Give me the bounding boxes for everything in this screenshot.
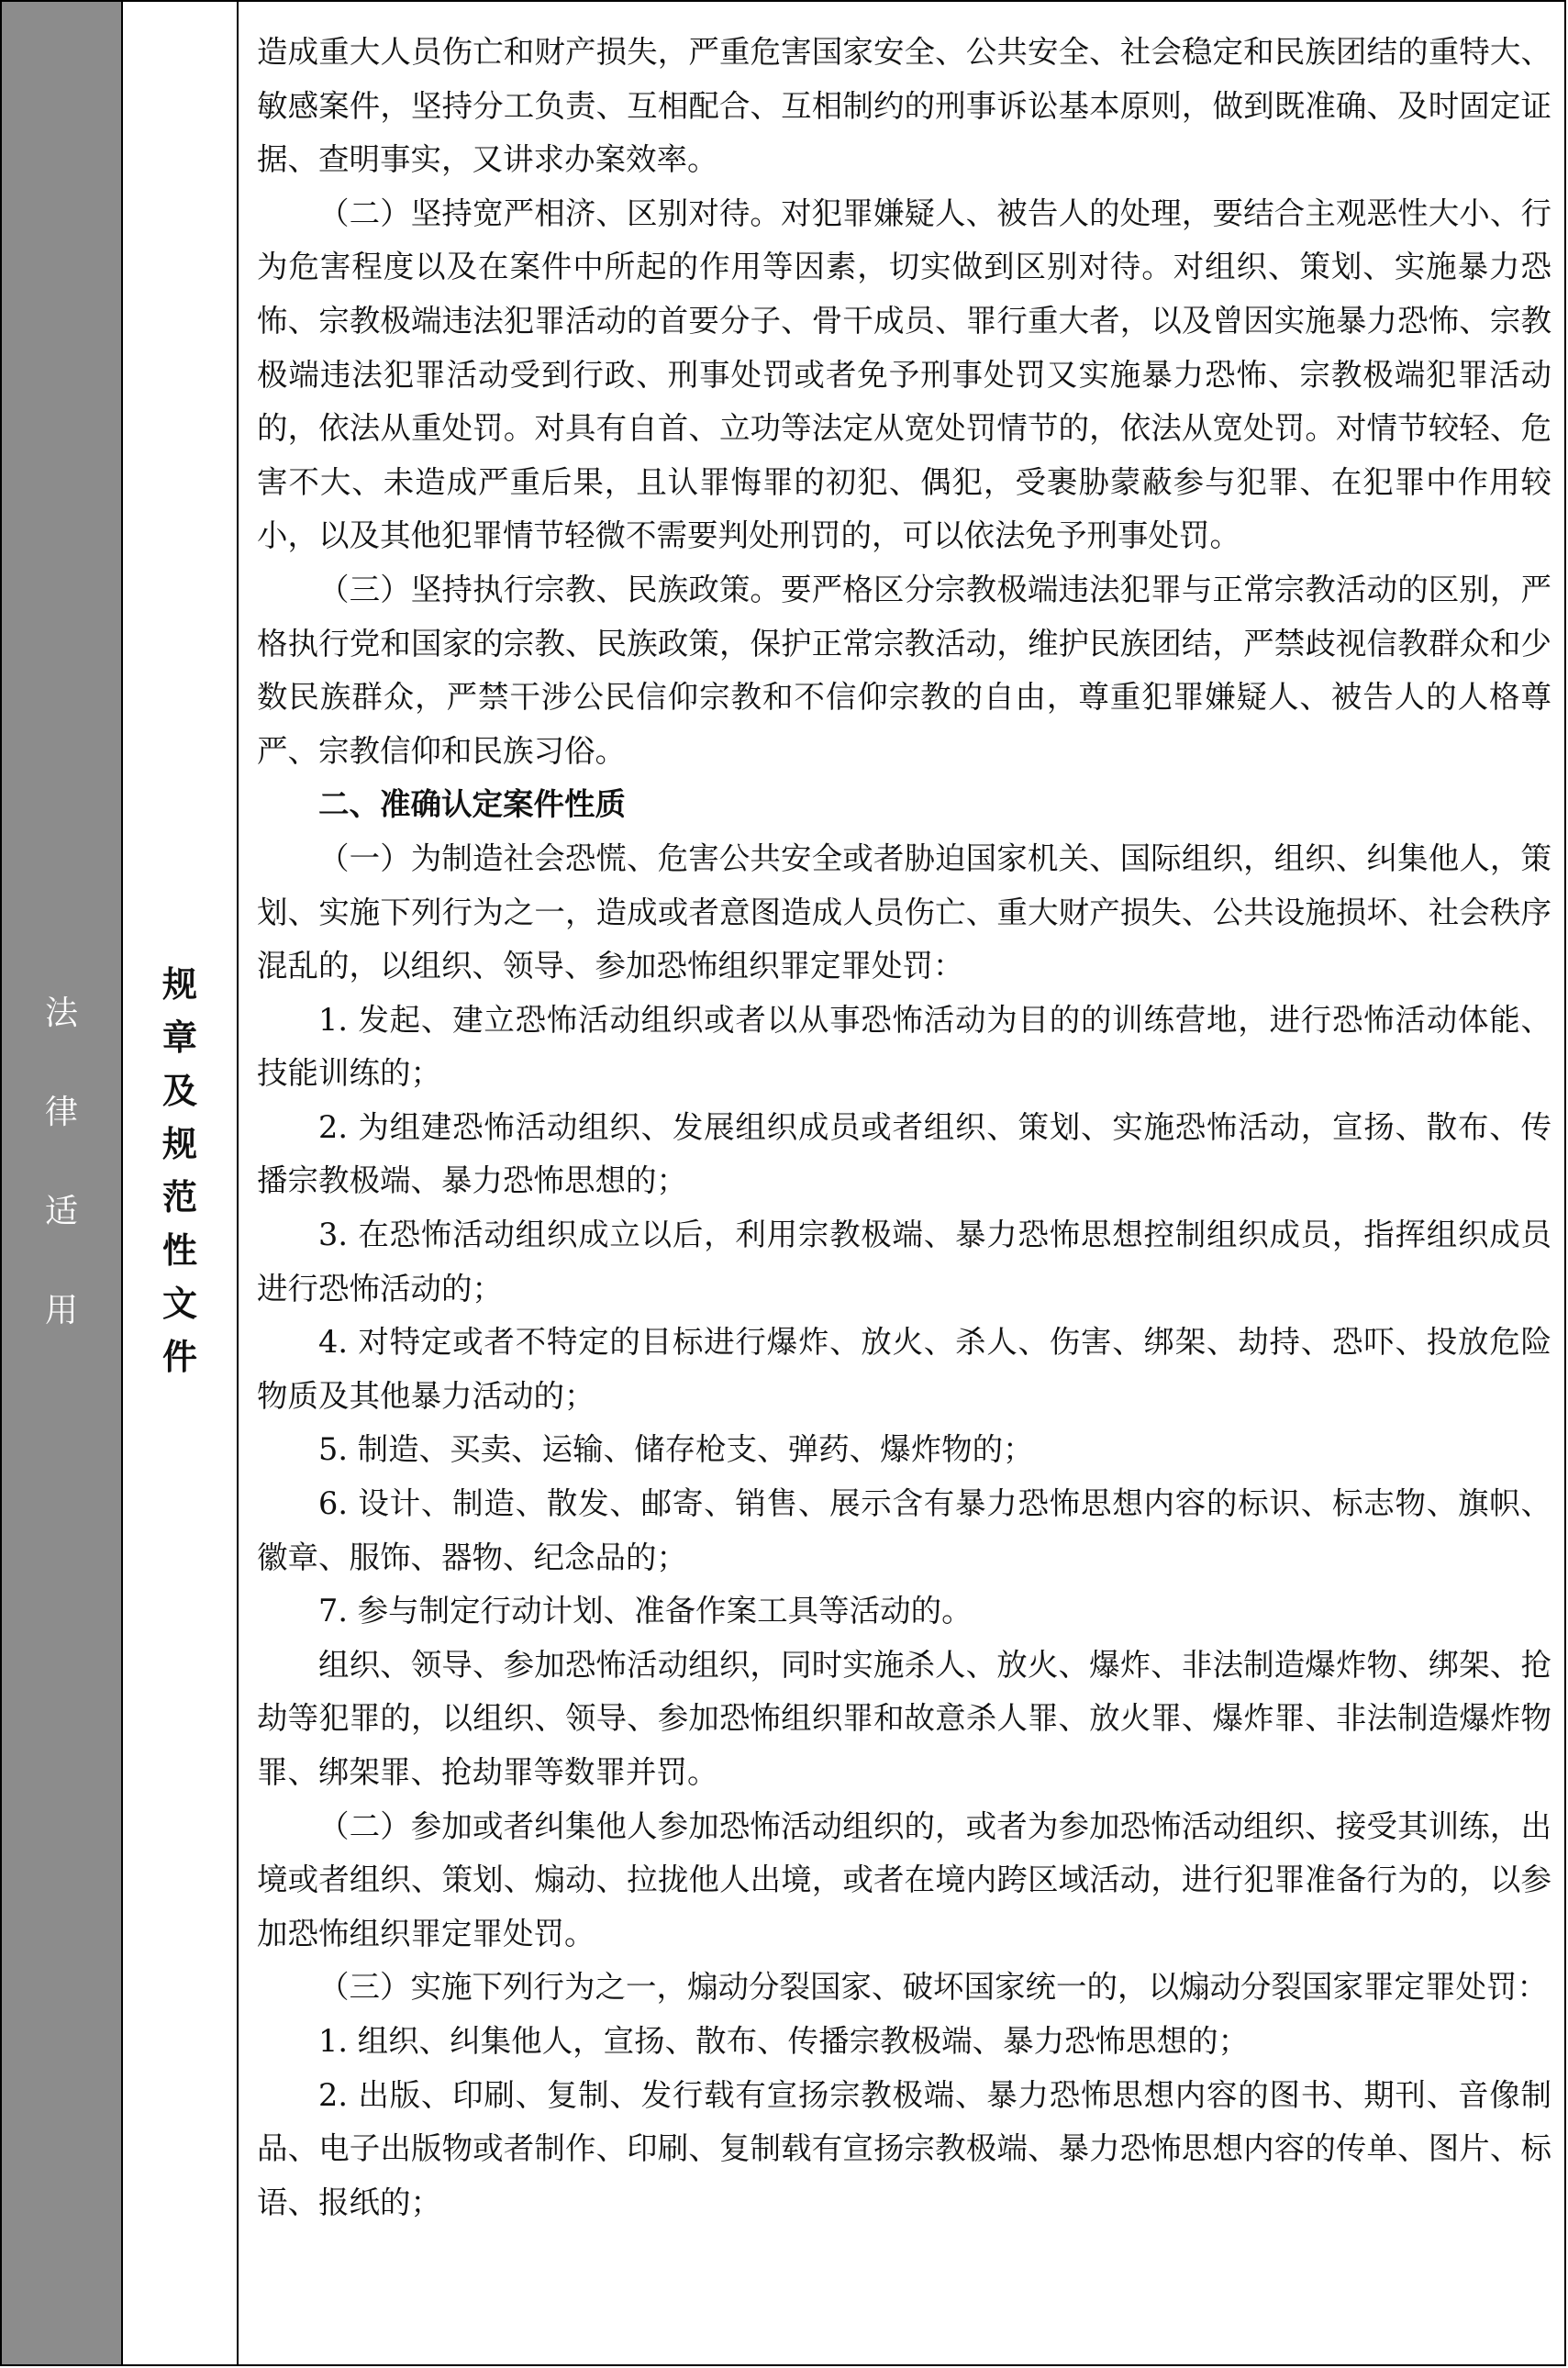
paragraph: 2. 出版、印刷、复制、发行载有宣扬宗教极端、暴力恐怖思想内容的图书、期刊、音像制品、电子出版物或者制作、印刷、复制载有宣扬宗教极端、暴力恐怖思想内容的传单、图片、标语、报纸的； [257,2076,1551,2220]
law-label-char: 法 [44,995,78,1032]
law-label-char: 律 [44,1094,78,1131]
regulations-label-char: 件 [161,1337,197,1377]
law-label-char: 用 [44,1292,78,1329]
paragraph: 6. 设计、制造、散发、邮寄、销售、展示含有暴力恐怖思想内容的标识、标志物、旗帜、徽章、服饰、器物、纪念品的； [257,1485,1551,1575]
paragraph: 1. 组织、纠集他人，宣扬、散布、传播宗教极端、暴力恐怖思想的； [318,2022,1250,2059]
paragraph: （三）坚持执行宗教、民族政策。要严格区分宗教极端违法犯罪与正常宗教活动的区别，严格执行党和国家的宗教、民族政策，保护正常宗教活动，维护民族团结，严禁歧视信教群众和少数民族群众，严禁干涉公民信仰宗教和不信仰宗教的自由，尊重犯罪嫌疑人、被告人的人格尊严、宗教信仰和民族习俗。 [257,571,1551,769]
paragraph: （二）坚持宽严相济、区别对待。对犯罪嫌疑人、被告人的处理，要结合主观恶性大小、行为危害程度以及在案件中所起的作用等因素，切实做到区别对待。对组织、策划、实施暴力恐怖、宗教极端违法犯罪活动的首要分子、骨干成员、罪行重大者，以及曾因实施暴力恐怖、宗教极端违法犯罪活动受到行政、刑事处罚或者免予刑事处罚又实施暴力恐怖、宗教极端犯罪活动的，依法从重处罚。对具有自首、立功等法定从宽处罚情节的，依法从宽处罚。对情节较轻、危害不大、未造成严重后果，且认罪悔罪的初犯、偶犯，受裹胁蒙蔽参与犯罪、在犯罪中作用较小，以及其他犯罪情节轻微不需要判处刑罚的，可以依法免予刑事处罚。 [257,195,1551,554]
paragraph: （三）实施下列行为之一，煽动分裂国家、破坏国家统一的，以煽动分裂国家罪定罪处罚： [318,1969,1548,2006]
paragraph: 2. 为组建恐怖活动组织、发展组织成员或者组织、策划、实施恐怖活动，宣扬、散布、传播宗教极端、暴力恐怖思想的； [257,1108,1551,1199]
paragraph: （一）为制造社会恐慌、危害公共安全或者胁迫国家机关、国际组织，组织、纠集他人，策划、实施下列行为之一，造成或者意图造成人员伤亡、重大财产损失、公共设施损坏、社会秩序混乱的，以组织、领导、参加恐怖组织罪定罪处罚： [257,839,1551,984]
law-application-label [45,997,78,1328]
paragraph: 3. 在恐怖活动组织成立以后，利用宗教极端、暴力恐怖思想控制组织成员，指挥组织成员进行恐怖活动的； [257,1217,1551,1306]
paragraph: （二）参加或者纠集他人参加恐怖活动组织的，或者为参加恐怖活动组织、接受其训练，出境或者组织、策划、煽动、拉拢他人出境，或者在境内跨区域活动，进行犯罪准备行为的，以参加恐怖组织罪定罪处罚。 [257,1807,1551,1951]
regulations-label-char: 及 [161,1071,197,1111]
regulations-label-char: 范 [161,1177,197,1217]
section-heading: 二、准确认定案件性质 [318,786,626,823]
law-label-char: 适 [44,1193,78,1230]
regulations-column [123,2,239,2364]
regulations-label-char: 章 [161,1017,197,1058]
regulations-label-char: 规 [161,1124,197,1164]
paragraph: 1. 发起、建立恐怖活动组织或者以从事恐怖活动为目的的训练营地，进行恐怖活动体能、技能训练的； [257,1001,1551,1092]
paragraph: 造成重大人员伤亡和财产损失，严重危害国家安全、公共安全、社会稳定和民族团结的重特大、敏感案件，坚持分工负责、互相配合、互相制约的刑事诉讼基本原则，做到既准确、及时固定证据、查明事实，又讲求办案效率。 [257,34,1551,178]
regulations-label [162,958,197,1384]
paragraph: 组织、领导、参加恐怖活动组织，同时实施杀人、放火、爆炸、非法制造爆炸物、绑架、抢劫等犯罪的，以组织、领导、参加恐怖组织罪和故意杀人罪、放火罪、爆炸罪、非法制造爆炸物罪、绑架罪、抢劫罪等数罪并罚。 [257,1646,1551,1790]
content-column [239,2,1564,2364]
regulations-label-char: 文 [161,1284,197,1324]
regulations-label-char: 规 [161,964,197,1005]
paragraph: 7. 参与制定行动计划、准备作案工具等活动的。 [318,1593,973,1629]
law-application-column [2,2,123,2364]
regulations-label-char: 性 [161,1230,197,1271]
paragraph: 5. 制造、买卖、运输、储存枪支、弹药、爆炸物的； [318,1431,1034,1468]
paragraph: 4. 对特定或者不特定的目标进行爆炸、放火、杀人、伤害、绑架、劫持、恐吓、投放危险物质及其他暴力活动的； [257,1324,1551,1414]
